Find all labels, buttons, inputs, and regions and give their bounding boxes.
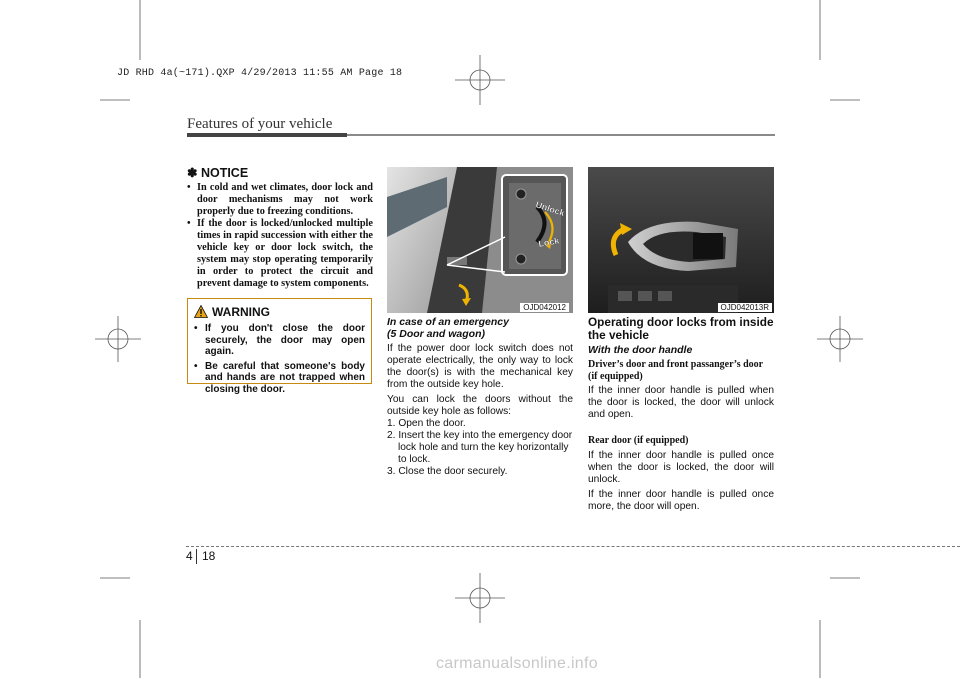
inside-heading: Operating door locks from inside the vehicle xyxy=(588,315,774,342)
front-door-label: Driver’s door and front passanger’s door (if equipped) xyxy=(588,359,763,382)
notice-title: ✽ NOTICE xyxy=(187,166,249,180)
page-separator xyxy=(196,549,197,564)
emergency-section xyxy=(387,316,573,478)
notice-item: • If the door is locked/unlocked multiple times in rapid succession with either the vehicle key or door lock switch, the system may stop operating temporarily in order to protect the circuit and prevent damage to system components. xyxy=(187,218,373,289)
inner-handle-photo xyxy=(588,167,774,313)
warning-heading: WARNING xyxy=(194,305,270,319)
notice-box xyxy=(187,165,373,290)
rear-door-text: If the inner door handle is pulled once more, the door will open. xyxy=(588,488,774,512)
header-rule-dark xyxy=(187,133,347,137)
emergency-step: 2. Insert the key into the emergency door lock hole and turn the key horizontally to lock. xyxy=(387,430,573,465)
emergency-subheading: (5 Door and wagon) xyxy=(387,328,485,340)
page-number: 18 xyxy=(202,549,216,563)
section-number: 4 xyxy=(186,549,193,563)
emergency-heading: In case of an emergency xyxy=(387,316,509,328)
emergency-para: If the power door lock switch does not operate electrically, the only way to lock the door(s) is with the mechanical key from the outside key hole. xyxy=(387,343,573,390)
front-door-text: If the inner door handle is pulled when the door is locked, the door will unlock and open. xyxy=(588,385,774,420)
emergency-para: You can lock the doors without the outside key hole as follows: xyxy=(387,394,573,417)
warning-box xyxy=(187,298,372,395)
unlock-label: Unlock xyxy=(534,199,567,219)
print-slug: JD RHD 4a(~171).QXP 4/29/2013 11:55 AM Page 18 xyxy=(117,68,403,79)
emergency-lock-photo xyxy=(387,167,573,313)
photo-code: OJD042012 xyxy=(520,303,569,312)
notice-item: • In cold and wet climates, door lock and door mechanisms may not work properly due to freezing conditions. xyxy=(187,182,373,217)
warning-triangle-icon xyxy=(194,305,208,318)
warning-item: • Be careful that someone's body and hands are not trapped when closing the door. xyxy=(194,360,365,395)
rear-door-text: If the inner door handle is pulled once when the door is locked, the door will unlock. xyxy=(588,449,774,485)
header-rule xyxy=(347,134,775,136)
lock-label: Lock xyxy=(537,235,561,249)
footer-rule xyxy=(186,546,960,547)
warning-item: • If you don't close the door securely, the door may open again. xyxy=(194,323,365,357)
watermark: carmanualsonline.info xyxy=(436,655,598,672)
inside-subheading: With the door handle xyxy=(588,344,693,356)
emergency-step: 3. Close the door securely. xyxy=(387,466,508,477)
emergency-step: 1. Open the door. xyxy=(387,418,466,429)
photo-code: OJD042013R xyxy=(718,303,772,312)
section-title: Features of your vehicle xyxy=(187,116,333,132)
rear-door-label: Rear door (if equipped) xyxy=(588,435,689,446)
inside-lock-section xyxy=(588,316,774,513)
